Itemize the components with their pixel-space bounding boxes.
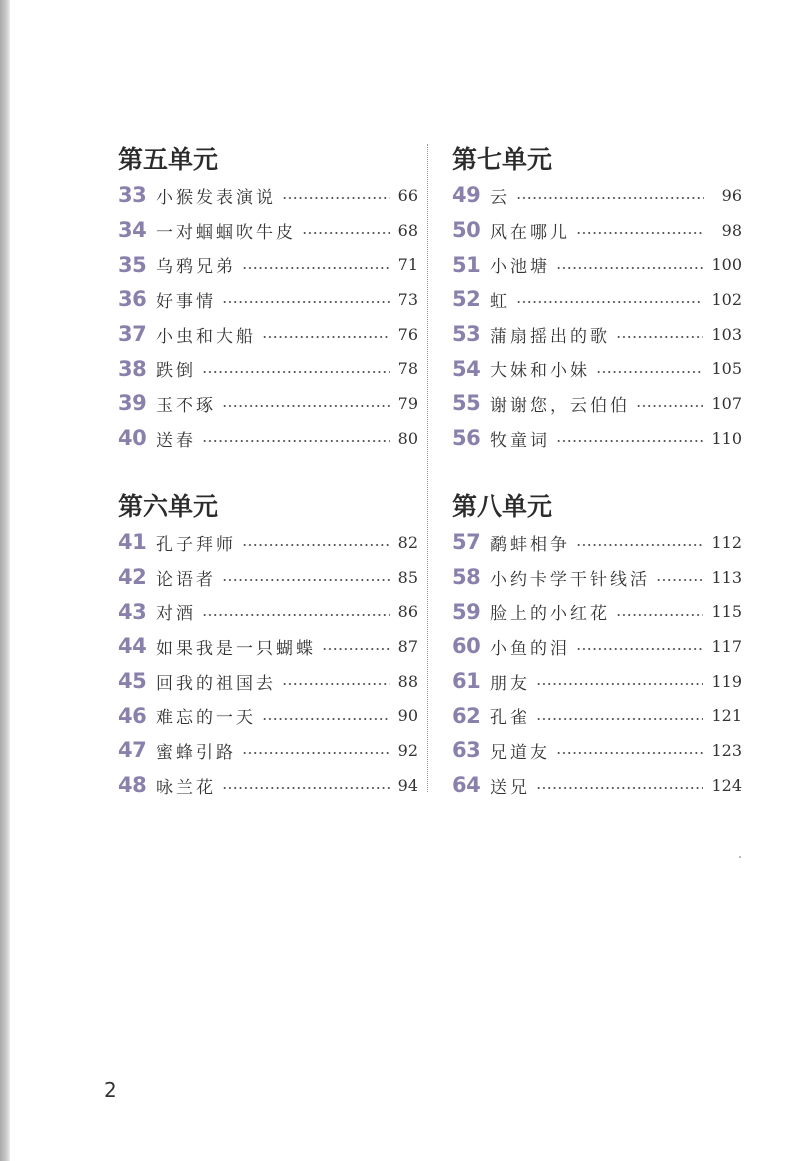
lesson-page: 73 xyxy=(397,289,418,309)
lesson-number: 47 xyxy=(118,738,147,763)
lesson-number: 35 xyxy=(118,252,147,277)
dot-leader xyxy=(576,232,704,234)
toc-entry[interactable] xyxy=(118,664,418,699)
toc-entry[interactable] xyxy=(118,213,418,248)
dot-leader xyxy=(242,752,390,754)
toc-entry[interactable] xyxy=(118,525,418,560)
lesson-title: 乌鸦兄弟 xyxy=(156,257,236,278)
lesson-number: 37 xyxy=(118,322,147,347)
dot-leader xyxy=(302,232,390,234)
toc-entry[interactable] xyxy=(452,664,742,699)
lesson-number: 63 xyxy=(452,738,481,763)
unit-section xyxy=(118,492,418,803)
lesson-title: 虹 xyxy=(490,291,510,312)
lesson-title: 兄道友 xyxy=(490,742,550,763)
lesson-number: 38 xyxy=(118,356,147,381)
lesson-page: 113 xyxy=(711,567,742,587)
dot-leader xyxy=(616,336,703,338)
dot-leader xyxy=(556,752,703,754)
lesson-title: 小虫和大船 xyxy=(156,326,256,347)
toc-entry[interactable] xyxy=(118,247,418,282)
column-divider xyxy=(427,144,428,792)
lesson-number: 55 xyxy=(452,391,481,416)
lesson-number: 43 xyxy=(118,599,147,624)
unit-title: 第六单元 xyxy=(118,492,219,521)
lesson-title: 玉不琢 xyxy=(156,395,216,416)
toc-entry[interactable] xyxy=(118,386,418,421)
toc-entry[interactable] xyxy=(452,317,742,352)
lesson-number: 39 xyxy=(118,391,147,416)
lesson-page: 78 xyxy=(397,359,418,379)
unit-section xyxy=(452,492,752,803)
dot-leader xyxy=(202,614,390,616)
lesson-number: 36 xyxy=(118,287,147,312)
lesson-page: 119 xyxy=(711,671,742,691)
lesson-page: 115 xyxy=(711,602,742,622)
toc-entry[interactable] xyxy=(118,768,418,803)
toc-entry[interactable] xyxy=(452,386,742,421)
toc-entry[interactable] xyxy=(452,560,742,595)
toc-entry[interactable] xyxy=(118,594,418,629)
dot-leader xyxy=(242,267,390,269)
dot-leader xyxy=(262,718,390,720)
lesson-number: 59 xyxy=(452,599,481,624)
lesson-title: 小约卡学干针线活 xyxy=(490,569,650,590)
toc-entry[interactable] xyxy=(452,247,742,282)
dot-leader xyxy=(536,787,703,789)
lesson-page: 105 xyxy=(711,359,742,379)
lesson-page: 92 xyxy=(397,740,418,760)
toc-entry[interactable] xyxy=(452,698,742,733)
toc-entry[interactable] xyxy=(118,421,418,456)
lesson-number: 40 xyxy=(118,426,147,451)
lesson-title: 孔雀 xyxy=(490,708,530,729)
lesson-number: 34 xyxy=(118,218,147,243)
dot-leader xyxy=(636,405,703,407)
lesson-title: 如果我是一只蝴蝶 xyxy=(156,638,316,659)
dot-leader xyxy=(242,544,390,546)
unit-section xyxy=(118,145,418,456)
lesson-number: 56 xyxy=(452,426,481,451)
lesson-title: 蒲扇摇出的歌 xyxy=(490,326,610,347)
dot-leader xyxy=(222,405,390,407)
toc-entry[interactable] xyxy=(118,178,418,213)
lesson-number: 64 xyxy=(452,773,481,798)
dot-leader xyxy=(536,718,703,720)
unit-section xyxy=(452,145,752,456)
lesson-page: 71 xyxy=(397,255,418,275)
dot-leader xyxy=(516,301,703,303)
toc-entry[interactable] xyxy=(452,351,742,386)
lesson-number: 45 xyxy=(118,669,147,694)
lesson-title: 孔子拜师 xyxy=(156,534,236,555)
dot-leader xyxy=(596,371,703,373)
lesson-number: 62 xyxy=(452,703,481,728)
lesson-title: 好事情 xyxy=(156,291,216,312)
dot-leader xyxy=(202,440,390,442)
lesson-number: 53 xyxy=(452,322,481,347)
toc-entry[interactable] xyxy=(118,560,418,595)
scan-speck xyxy=(739,856,741,858)
lesson-title: 小猴发表演说 xyxy=(156,187,276,208)
dot-leader xyxy=(656,579,703,581)
dot-leader xyxy=(576,648,703,650)
lesson-page: 88 xyxy=(397,671,418,691)
toc-entry[interactable] xyxy=(452,213,742,248)
lesson-title: 风在哪儿 xyxy=(490,222,570,243)
lesson-title: 蜜蜂引路 xyxy=(156,742,236,763)
unit-title: 第五单元 xyxy=(118,145,219,174)
lesson-title: 脸上的小红花 xyxy=(490,604,610,625)
lesson-number: 52 xyxy=(452,287,481,312)
toc-entry[interactable] xyxy=(118,351,418,386)
lesson-number: 49 xyxy=(452,183,481,208)
lesson-page: 94 xyxy=(397,775,418,795)
dot-leader xyxy=(202,371,390,373)
lesson-title: 跌倒 xyxy=(156,361,196,382)
lesson-page: 76 xyxy=(397,324,418,344)
toc-entry[interactable] xyxy=(452,768,742,803)
dot-leader xyxy=(262,336,390,338)
page-edge xyxy=(0,0,10,1161)
toc-entry[interactable] xyxy=(452,525,742,560)
lesson-page: 80 xyxy=(397,428,418,448)
toc-entry[interactable] xyxy=(118,629,418,664)
unit-title: 第八单元 xyxy=(452,492,553,521)
unit-title: 第七单元 xyxy=(452,145,553,174)
toc-entry[interactable] xyxy=(118,317,418,352)
lesson-title: 小池塘 xyxy=(490,257,550,278)
lesson-number: 61 xyxy=(452,669,481,694)
page-number: 2 xyxy=(104,1078,117,1102)
toc-entry[interactable] xyxy=(452,421,742,456)
dot-leader xyxy=(322,648,390,650)
lesson-number: 42 xyxy=(118,565,147,590)
lesson-title: 牧童词 xyxy=(490,430,550,451)
dot-leader xyxy=(556,267,703,269)
dot-leader xyxy=(222,579,390,581)
lesson-page: 87 xyxy=(397,636,418,656)
toc-entry[interactable] xyxy=(452,178,742,213)
toc-entry[interactable] xyxy=(452,733,742,768)
lesson-title: 送春 xyxy=(156,430,196,451)
lesson-page: 102 xyxy=(711,289,742,309)
toc-entry[interactable] xyxy=(452,282,742,317)
lesson-page: 110 xyxy=(711,428,742,448)
lesson-title: 论语者 xyxy=(156,569,216,590)
lesson-number: 50 xyxy=(452,218,481,243)
lesson-page: 79 xyxy=(397,393,418,413)
lesson-title: 谢谢您，云伯伯 xyxy=(490,395,630,416)
lesson-number: 44 xyxy=(118,634,147,659)
lesson-page: 90 xyxy=(397,706,418,726)
lesson-number: 51 xyxy=(452,252,481,277)
dot-leader xyxy=(282,197,390,199)
lesson-page: 124 xyxy=(711,775,742,795)
dot-leader xyxy=(516,197,704,199)
lesson-number: 41 xyxy=(118,530,147,555)
dot-leader xyxy=(536,683,703,685)
lesson-page: 112 xyxy=(711,532,742,552)
lesson-number: 54 xyxy=(452,356,481,381)
lesson-title: 咏兰花 xyxy=(156,777,216,798)
lesson-page: 68 xyxy=(397,220,418,240)
dot-leader xyxy=(282,683,390,685)
dot-leader xyxy=(556,440,703,442)
lesson-page: 85 xyxy=(397,567,418,587)
lesson-page: 100 xyxy=(711,255,742,275)
lesson-page: 117 xyxy=(711,636,742,656)
toc-entry[interactable] xyxy=(118,698,418,733)
lesson-page: 123 xyxy=(711,740,742,760)
toc-entry[interactable] xyxy=(118,282,418,317)
lesson-title: 大妹和小妹 xyxy=(490,361,590,382)
dot-leader xyxy=(616,614,703,616)
lesson-title: 送兄 xyxy=(490,777,530,798)
lesson-page: 103 xyxy=(711,324,742,344)
toc-entry[interactable] xyxy=(118,733,418,768)
lesson-page: 66 xyxy=(397,185,418,205)
lesson-title: 鹬蚌相争 xyxy=(490,534,570,555)
lesson-number: 33 xyxy=(118,183,147,208)
lesson-page: 82 xyxy=(397,532,418,552)
dot-leader xyxy=(222,787,390,789)
lesson-title: 朋友 xyxy=(490,673,530,694)
dot-leader xyxy=(576,544,703,546)
lesson-title: 小鱼的泪 xyxy=(490,638,570,659)
lesson-number: 60 xyxy=(452,634,481,659)
lesson-number: 48 xyxy=(118,773,147,798)
lesson-number: 57 xyxy=(452,530,481,555)
dot-leader xyxy=(222,301,390,303)
lesson-title: 对酒 xyxy=(156,604,196,625)
lesson-number: 46 xyxy=(118,703,147,728)
lesson-page: 107 xyxy=(711,393,742,413)
lesson-title: 一对蝈蝈吹牛皮 xyxy=(156,222,296,243)
toc-entry[interactable] xyxy=(452,629,742,664)
lesson-page: 98 xyxy=(721,220,742,240)
lesson-page: 121 xyxy=(711,706,742,726)
lesson-title: 回我的祖国去 xyxy=(156,673,276,694)
toc-entry[interactable] xyxy=(452,594,742,629)
lesson-page: 86 xyxy=(397,602,418,622)
lesson-page: 96 xyxy=(721,185,742,205)
lesson-title: 难忘的一天 xyxy=(156,708,256,729)
lesson-number: 58 xyxy=(452,565,481,590)
lesson-title: 云 xyxy=(490,187,510,208)
